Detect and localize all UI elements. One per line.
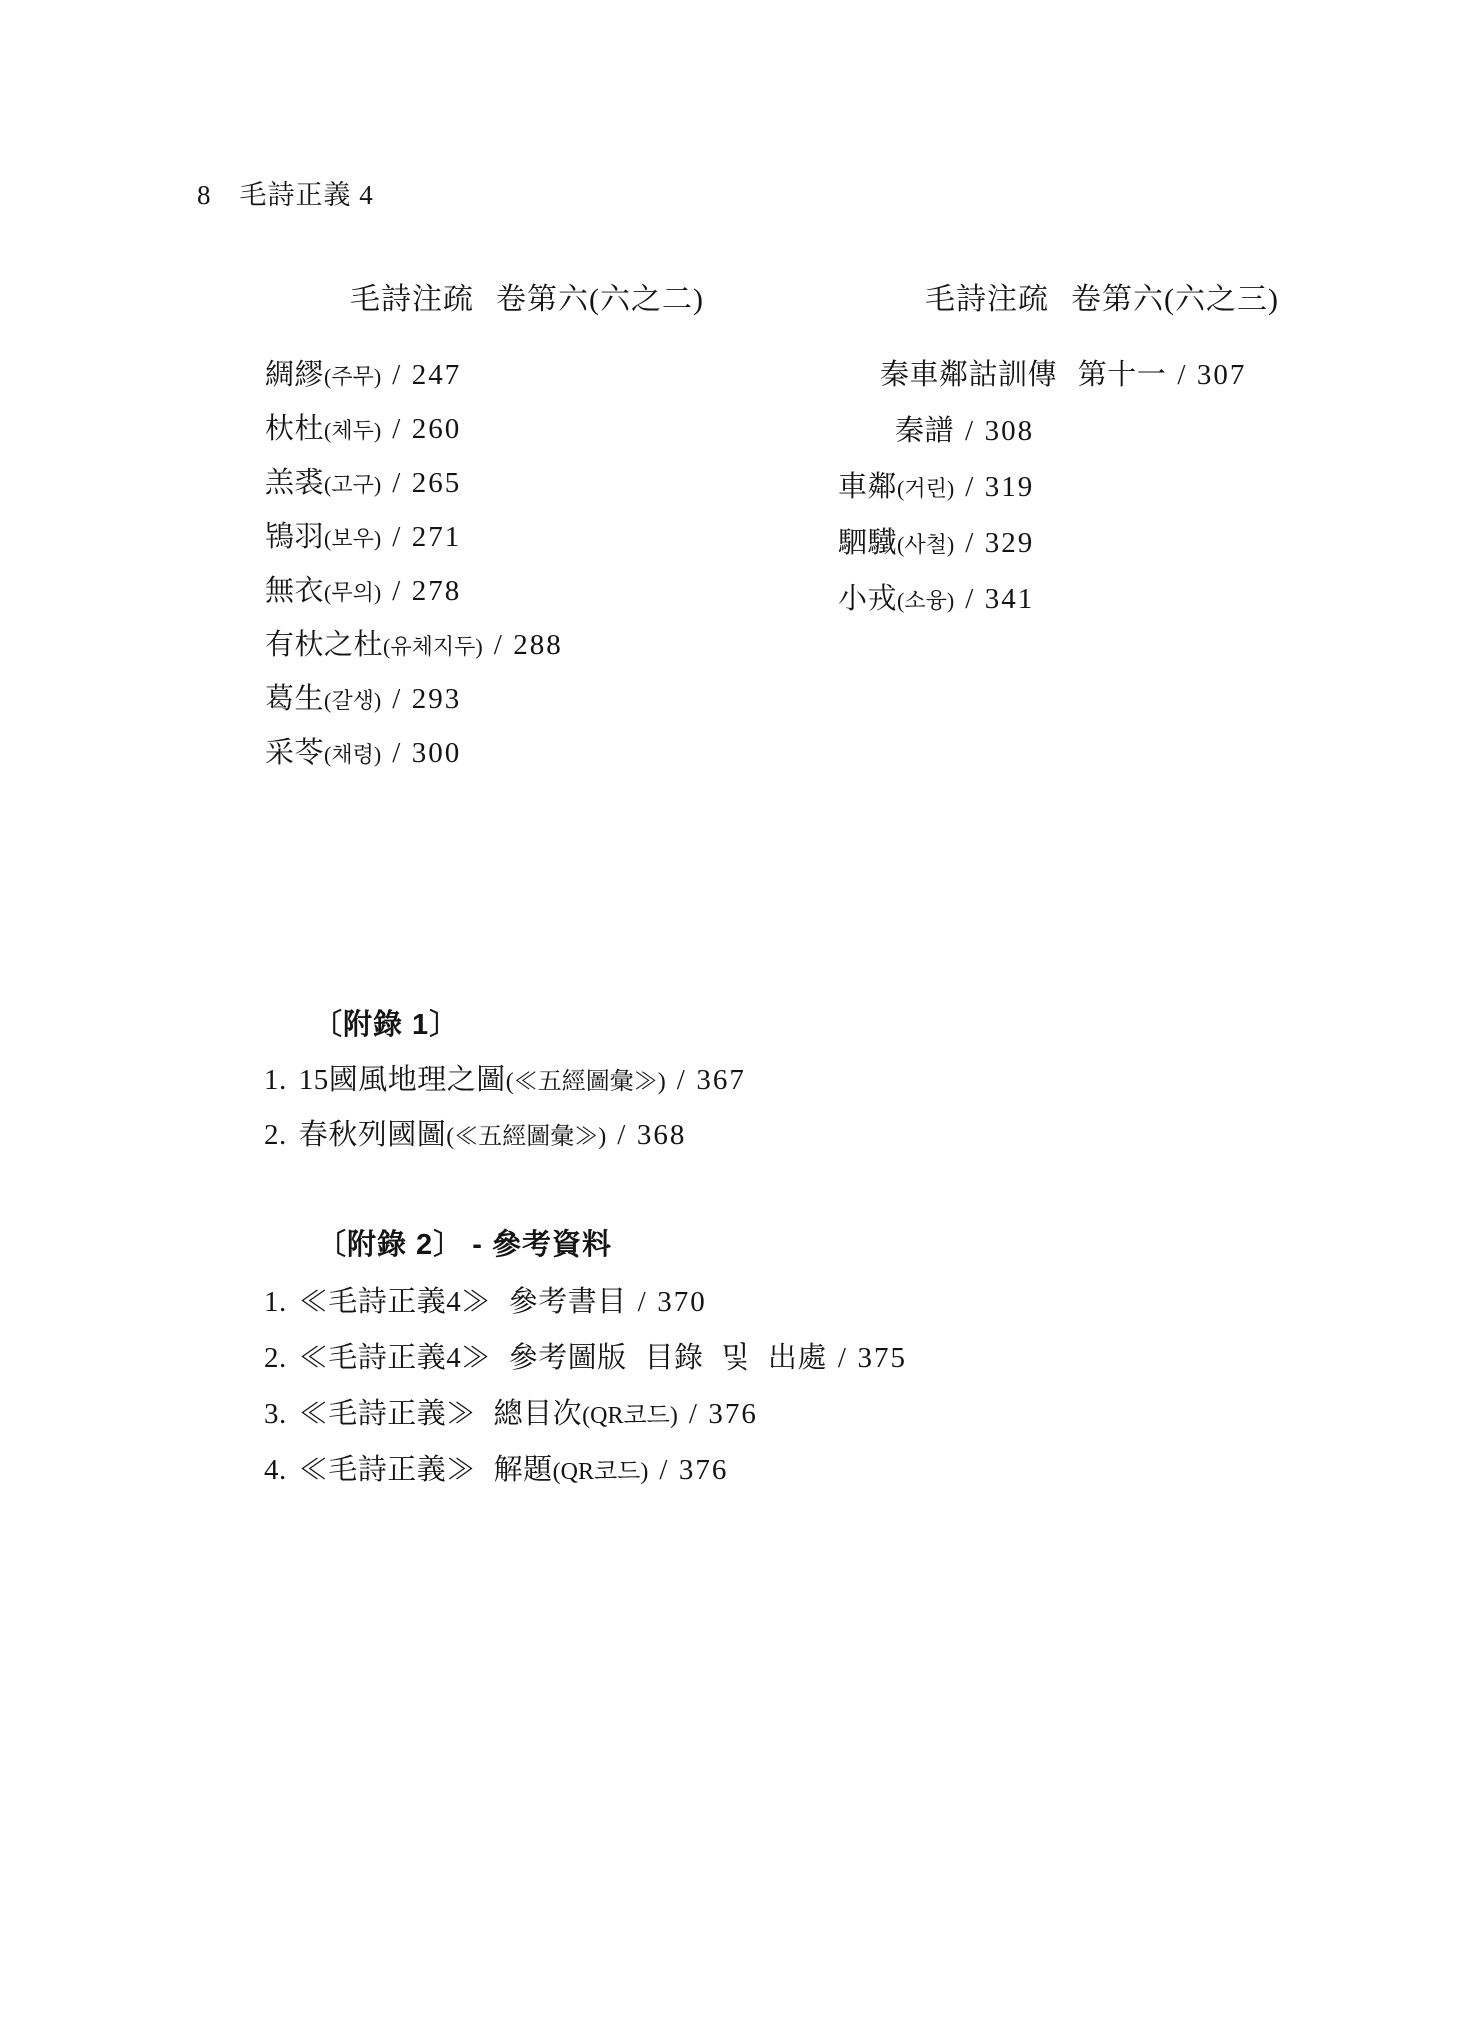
entry-page-number: 278	[411, 575, 462, 607]
entry-separator: /	[392, 467, 401, 499]
toc-entry	[265, 573, 785, 611]
entry-separator: /	[637, 1286, 647, 1318]
entry-title: 無衣	[265, 575, 325, 607]
item-number: 1.	[264, 1286, 287, 1318]
entry-separator: /	[659, 1454, 668, 1486]
item-title: ≪毛詩正義≫ 解題	[298, 1454, 553, 1486]
entry-page-number: 319	[984, 471, 1035, 503]
entry-title: 駟驖	[838, 527, 898, 559]
entry-page-number: 375	[857, 1342, 907, 1374]
entry-reading: (무의)	[324, 580, 382, 605]
item-source: (≪五經圖彙≫)	[505, 1069, 666, 1095]
entry-separator: /	[965, 527, 974, 559]
toc-column-volume6-2	[265, 283, 785, 789]
book-title: 毛詩正義 4	[239, 180, 374, 210]
entry-reading: (고구)	[324, 472, 382, 497]
item-number: 3.	[264, 1398, 287, 1430]
entry-reading: (채령)	[324, 742, 382, 767]
toc-entry	[838, 413, 1398, 451]
entry-title: 采苓	[265, 737, 325, 769]
entry-title: 羔裘	[265, 467, 325, 499]
entry-separator: /	[392, 413, 401, 445]
entry-reading: (거린)	[897, 476, 955, 501]
appendix-item	[264, 1062, 746, 1100]
item-number: 1.	[264, 1064, 287, 1096]
entry-title: 杕杜	[265, 413, 325, 445]
entry-reading: (주무)	[324, 364, 382, 389]
entry-page-number: 300	[411, 737, 462, 769]
item-source: (≪五經圖彙≫)	[446, 1124, 607, 1150]
toc-entry	[265, 681, 785, 719]
item-title: 春秋列國圖	[298, 1119, 447, 1151]
entry-separator: /	[392, 359, 401, 391]
entry-reading: (소융)	[897, 588, 955, 613]
item-title: ≪毛詩正義4≫ 參考圖版 目錄 및 出處	[298, 1342, 827, 1374]
entry-page-number: 307	[1196, 359, 1247, 391]
entry-reading: (유체지두)	[383, 634, 483, 659]
item-title: ≪毛詩正義4≫ 參考書目	[298, 1286, 627, 1318]
entry-reading: (보우)	[324, 526, 382, 551]
appendix-item	[264, 1340, 907, 1378]
running-head	[197, 180, 374, 210]
entry-page-number: 376	[678, 1454, 729, 1486]
toc-column-volume6-3	[838, 283, 1398, 637]
item-number: 2.	[264, 1119, 287, 1151]
entry-title: 小戎	[838, 583, 898, 615]
appendix-1-section	[264, 1008, 746, 1172]
entry-separator: /	[676, 1064, 686, 1096]
entry-separator: /	[965, 471, 974, 503]
entry-page-number: 265	[411, 467, 462, 499]
toc-entry	[265, 357, 785, 395]
entry-page-number: 288	[513, 629, 563, 661]
entry-page-number: 329	[984, 527, 1035, 559]
entry-page-number: 260	[411, 413, 462, 445]
entry-separator: /	[392, 521, 401, 553]
entry-page-number: 367	[696, 1064, 746, 1096]
entry-reading: (갈생)	[324, 688, 382, 713]
toc-entry	[838, 357, 1398, 395]
toc-column-title: 毛詩注疏 卷第六(六之三)	[925, 283, 1279, 316]
entry-title: 秦車鄰詁訓傳 第十一	[880, 359, 1167, 391]
appendix-item	[264, 1117, 746, 1155]
toc-entry	[838, 469, 1398, 507]
toc-entry-list	[265, 357, 785, 773]
appendix-item	[264, 1284, 907, 1322]
toc-entry	[265, 735, 785, 773]
appendix-2-section	[264, 1228, 907, 1508]
entry-page-number: 370	[657, 1286, 707, 1318]
entry-separator: /	[965, 415, 974, 447]
entry-reading: (체두)	[324, 418, 382, 443]
entry-separator: /	[688, 1398, 698, 1430]
entry-separator: /	[965, 583, 974, 615]
entry-reading: (사철)	[897, 532, 955, 557]
appendix-1-items	[264, 1062, 746, 1155]
item-title: ≪毛詩正義≫ 總目次	[298, 1398, 583, 1430]
item-title: 15國風地理之圖	[298, 1064, 506, 1096]
entry-title: 鴇羽	[265, 521, 325, 553]
appendix-2-items	[264, 1284, 907, 1490]
item-qr-note: (QR코드)	[552, 1459, 649, 1485]
entry-separator: /	[392, 737, 401, 769]
entry-page-number: 376	[708, 1398, 758, 1430]
entry-title: 有杕之杜	[265, 629, 384, 661]
toc-entry	[265, 627, 785, 665]
toc-entry	[265, 411, 785, 449]
toc-entry	[265, 519, 785, 557]
entry-separator: /	[1177, 359, 1186, 391]
entry-page-number: 368	[636, 1119, 687, 1151]
toc-entry	[838, 581, 1398, 619]
toc-column-title: 毛詩注疏 卷第六(六之二)	[350, 283, 704, 316]
page-number: 8	[197, 180, 212, 210]
appendix-1-heading: 〔附錄 1〕	[313, 1009, 460, 1041]
appendix-item	[264, 1452, 907, 1490]
entry-separator: /	[837, 1342, 847, 1374]
entry-page-number: 341	[984, 583, 1035, 615]
entry-page-number: 293	[411, 683, 462, 715]
item-qr-note: (QR코드)	[582, 1403, 678, 1429]
entry-separator: /	[392, 683, 401, 715]
entry-page-number: 247	[411, 359, 462, 391]
item-number: 2.	[264, 1342, 287, 1374]
item-number: 4.	[264, 1454, 287, 1486]
toc-entry-list	[838, 357, 1398, 619]
entry-page-number: 308	[984, 415, 1035, 447]
entry-title: 秦譜	[895, 415, 955, 447]
appendix-item	[264, 1396, 907, 1434]
entry-title: 車鄰	[838, 471, 898, 503]
entry-separator: /	[617, 1119, 626, 1151]
entry-separator: /	[493, 629, 503, 661]
entry-title: 葛生	[265, 683, 325, 715]
entry-title: 綢繆	[265, 359, 325, 391]
toc-entry	[838, 525, 1398, 563]
entry-separator: /	[392, 575, 401, 607]
toc-entry	[265, 465, 785, 503]
entry-page-number: 271	[411, 521, 462, 553]
appendix-2-heading: 〔附錄 2〕 - 參考資料	[317, 1229, 612, 1261]
